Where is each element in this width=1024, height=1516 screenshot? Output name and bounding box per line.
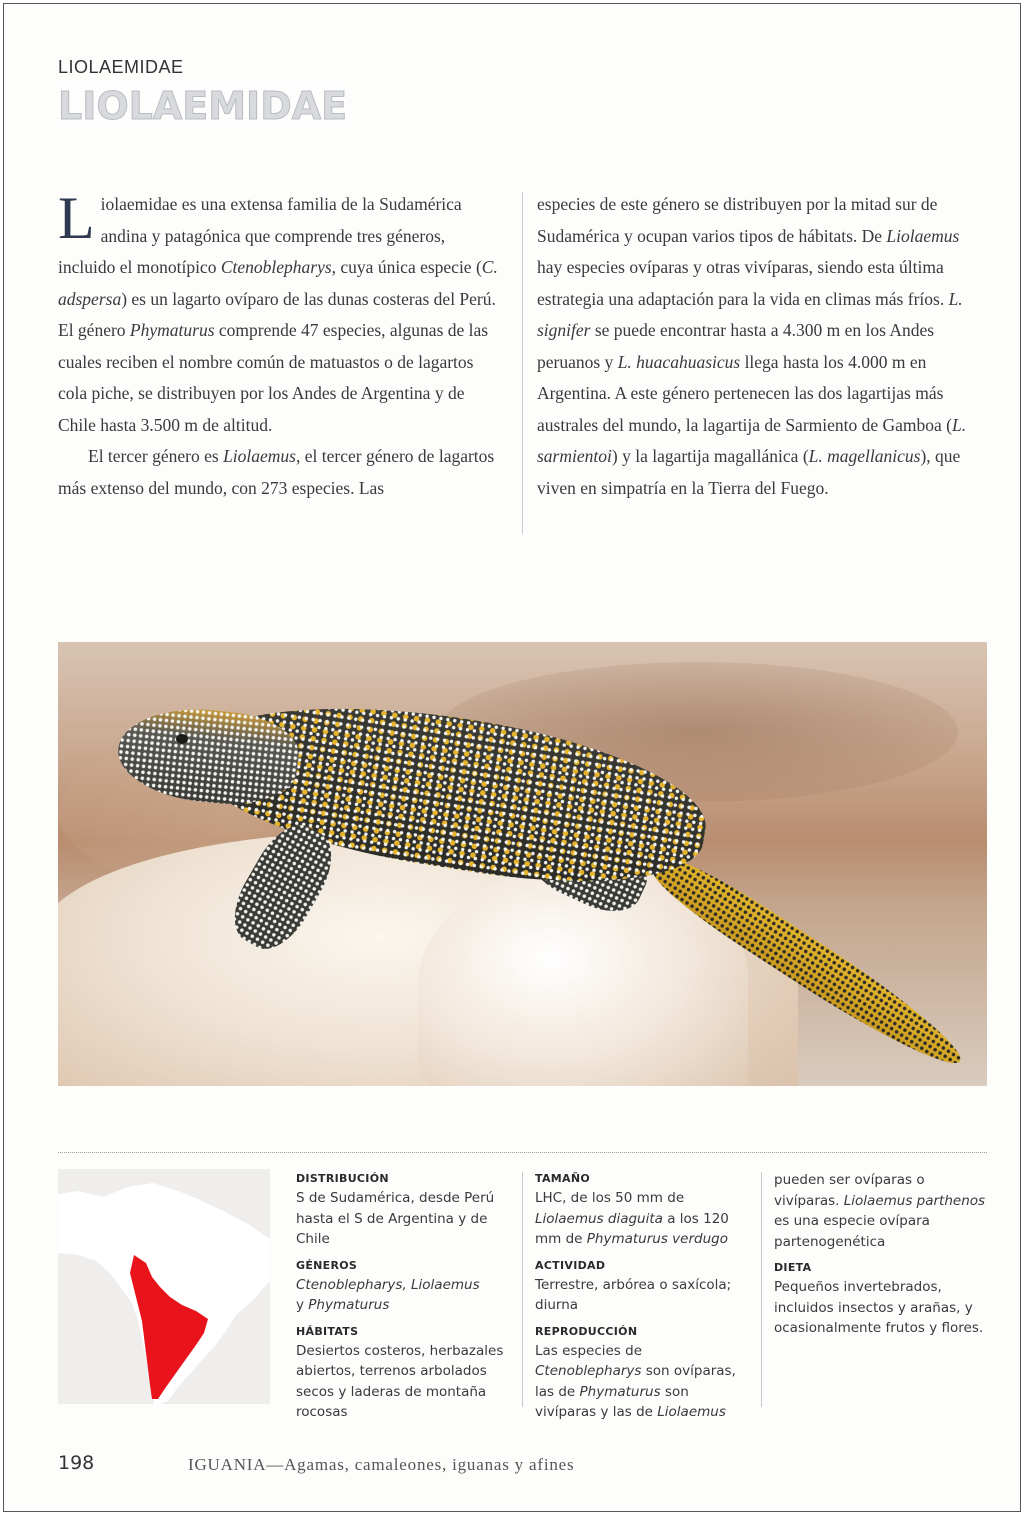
paragraph-2-continued: especies de este género se distribuyen por la mitad sur de Sudamérica y ocupan varios tipos de hábitats. De Liolaemus hay especies ovíparas y otras vivíparas, siendo esta última estrategia una adaptación para la vida en climas más fríos. L. signifer se puede encontrar hasta a 4.300 m en los Andes peruanos y L. huacahuasicus llega hasta los 4.000 m en Argentina. A este género pertenecen las dos lagartijas más australes del mundo, la lagartija de Sarmiento de Gamboa (L. sarmientoi) y la lagartija magallánica (L. magellanicus), que viven en simpatría en la Tierra del Fuego. — [537, 194, 967, 498]
fact-text-actividad: Terrestre, arbórea o saxícola; diurna — [535, 1276, 732, 1313]
paragraph-2: El tercer género es Liolaemus, el tercer género de lagartos más extenso del mundo, con 273 especies. Las — [58, 446, 495, 498]
family-title: LIOLAEMIDAE — [58, 84, 348, 128]
dotted-rule — [58, 1152, 987, 1153]
fact-text-habitats: Desiertos costeros, herbazales abiertos, terrenos arbolados secos y laderas de montaña rocosas — [296, 1342, 504, 1420]
fact-label-actividad: ACTIVIDAD — [535, 1258, 606, 1272]
fact-text-reproduccion: Las especies de Ctenoblepharys son ovíparas, las de Phymaturus son vivíparas y las de Liolaemus — [535, 1342, 736, 1420]
fact-label-tamano: TAMAÑO — [535, 1172, 590, 1185]
distribution-map — [58, 1169, 270, 1404]
fact-text-tamano: LHC, de los 50 mm de Liolaemus diaguita a los 120 mm de Phymaturus verdugo — [535, 1190, 729, 1247]
column-divider — [522, 192, 523, 534]
drop-cap: L — [58, 185, 95, 251]
lizard-photo — [58, 642, 987, 1086]
facts-column-3 — [774, 1170, 989, 1339]
fact-label-dieta: DIETA — [774, 1261, 812, 1274]
facts-column-2 — [535, 1170, 750, 1423]
page-number: 198 — [58, 1452, 95, 1474]
south-america-map — [58, 1169, 270, 1404]
running-title: IGUANIA—Agamas, camaleones, iguanas y afines — [188, 1455, 575, 1474]
lizard-eye — [176, 734, 188, 744]
paragraph-1: Liolaemidae es una extensa familia de la Sudamérica andina y patagónica que comprende tres géneros, incluido el monotípico Ctenoblepharys, cuya única especie (C. adspersa) es un lagarto ovíparo de las dunas costeras del Perú. El género Phymaturus comprende 47 especies, algunas de las cuales reciben el nombre común de matuastos o de lagartos cola piche, se distribuyen por los Andes de Argentina y de Chile hasta 3.500 m de altitud. — [58, 185, 498, 435]
facts-column-1 — [296, 1170, 516, 1423]
fact-text-generos: Ctenoblepharys, Liolaemus y Phymaturus — [296, 1276, 480, 1313]
fact-label-distribucion: DISTRIBUCIÓN — [296, 1172, 389, 1185]
facts-divider — [761, 1172, 762, 1407]
body-column-left — [58, 185, 502, 504]
body-column-right — [537, 189, 982, 504]
fact-text-distribucion: S de Sudamérica, desde Perú hasta el S de Argentina y de Chile — [296, 1190, 495, 1247]
facts-divider — [522, 1172, 523, 1407]
fact-text-reproduccion-continued: pueden ser ovíparas o vivíparas. Liolaemus parthenos es una especie ovípara partenogenética — [774, 1172, 986, 1250]
fact-label-reproduccion: REPRODUCCIÓN — [535, 1324, 638, 1338]
fact-label-habitats: HÁBITATS — [296, 1324, 359, 1338]
family-kicker: LIOLAEMIDAE — [58, 57, 184, 77]
book-page — [3, 3, 1021, 1512]
fact-text-dieta: Pequeños invertebrados, incluidos insectos y arañas, y ocasionalmente frutos y flores. — [774, 1279, 984, 1336]
fact-label-generos: GÉNEROS — [296, 1258, 358, 1272]
